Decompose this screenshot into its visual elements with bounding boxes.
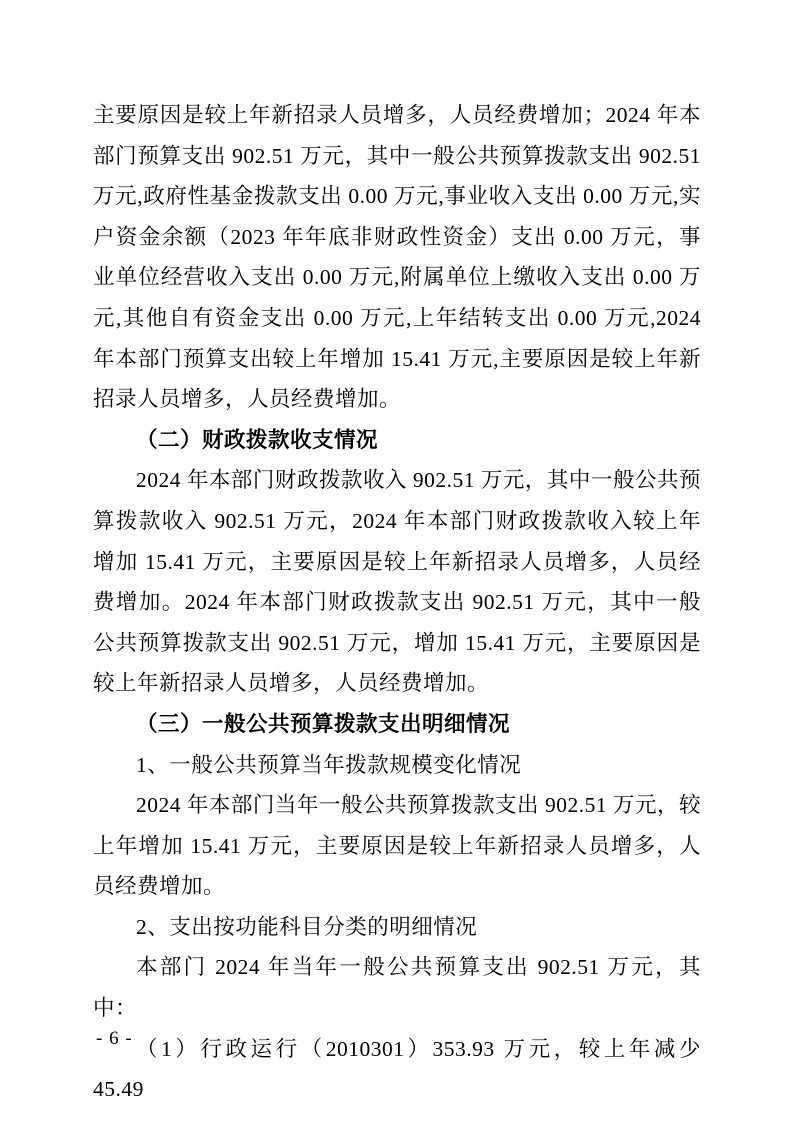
paragraph-scale-change-detail: 2024 年本部门当年一般公共预算拨款支出 902.51 万元，较上年增加 15.41 万元，主要原因是较上年新招录人员增多，人员经费增加。: [93, 793, 701, 899]
page-number: - 6 -: [96, 1028, 133, 1049]
paragraph-budget-expenditure-summary: 主要原因是较上年新招录人员增多，人员经费增加；2024 年本部门预算支出 902.51 万元，其中一般公共预算拨款支出 902.51 万元,政府性基金拨款支出 0.00 万元,事业收入支出 0.00 万元,实户资金余额（2023 年年底非财政性资金）支出 0.00 万元，事业单位经营收入支出 0.00 万元,附属单位上缴收入支出 0.00 万元,其他自有资金支出 0.00 万元,上年结转支出 0.00 万元,2024 年本部门预算支出较上年增加 15.41 万元,主要原因是较上年新招录人员增多，人员经费增加。: [93, 103, 701, 412]
paragraph-administrative-operation-item: （1）行政运行（2010301）353.93 万元，较上年减少 45.49: [93, 1036, 701, 1102]
section-heading-public-budget-detail: （三）一般公共预算拨款支出明细情况: [136, 711, 511, 736]
sub-heading-scale-change: 1、一般公共预算当年拨款规模变化情况: [136, 752, 522, 777]
document-body: [93, 95, 701, 1110]
sub-heading-function-classification: 2、支出按功能科目分类的明细情况: [136, 914, 478, 939]
paragraph-function-classification-intro: 本部门 2024 年当年一般公共预算支出 902.51 万元，其中：: [93, 955, 701, 1021]
paragraph-fiscal-appropriation-detail: 2024 年本部门财政拨款收入 902.51 万元，其中一般公共预算拨款收入 902.51 万元，2024 年本部门财政拨款收入较上年增加 15.41 万元，主要原因是较上年新招录人员增多，人员经费增加。2024 年本部门财政拨款支出 902.51 万元，其中一般公共预算拨款支出 902.51 万元，增加 15.41 万元，主要原因是较上年新招录人员增多，人员经费增加。: [93, 468, 701, 696]
section-heading-fiscal-appropriation: （二）财政拨款收支情况: [136, 427, 379, 452]
